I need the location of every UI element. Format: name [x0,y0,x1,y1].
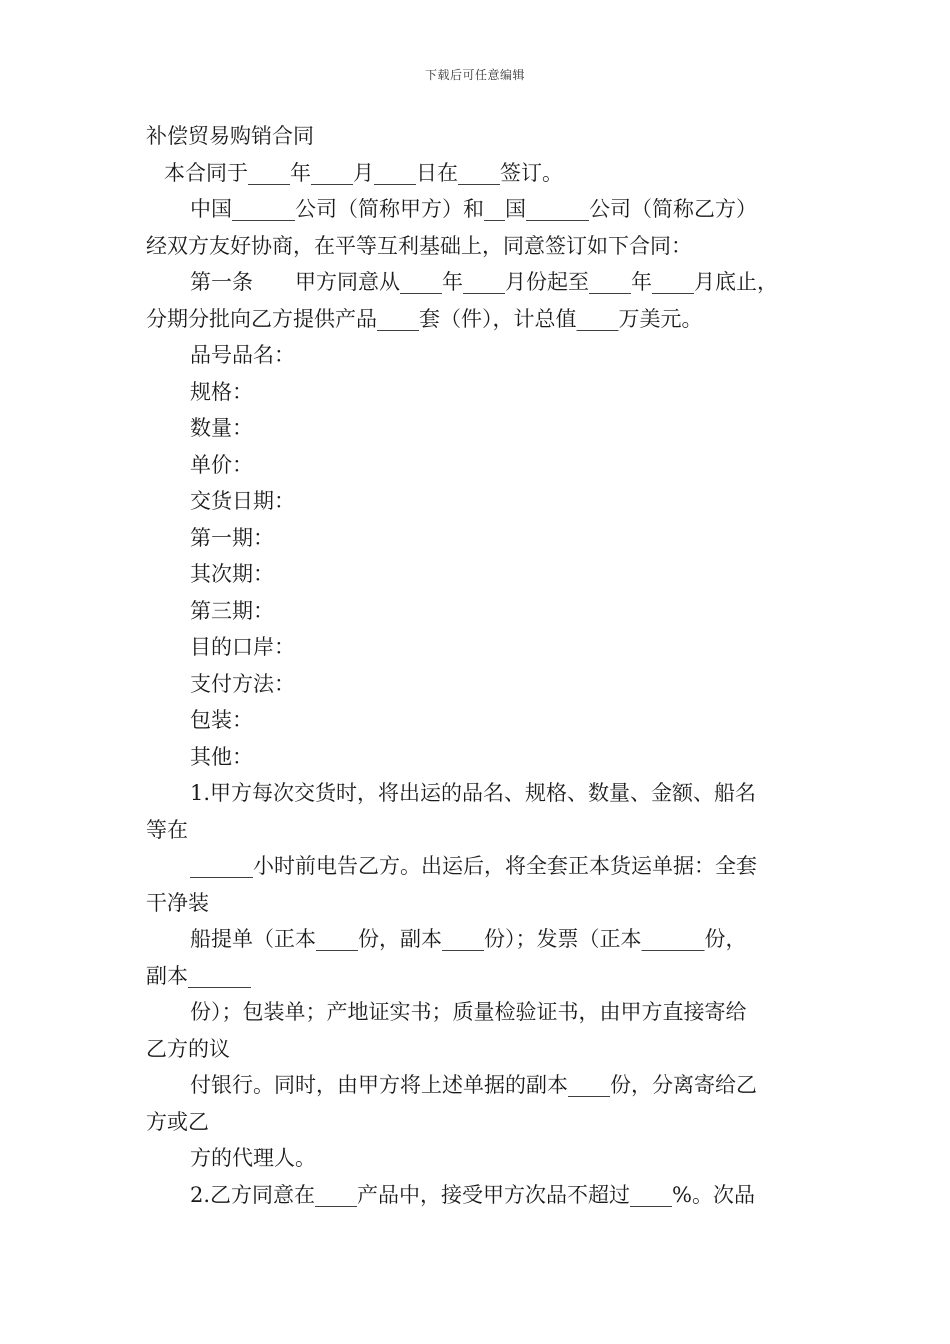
field-phase-two: 其次期： [190,562,274,586]
clause-one-line: 1.甲方每次交货时，将出运的品名、规格、数量、金额、船名 [190,781,757,805]
field-phase-one: 第一期： [190,525,274,550]
clause-one-line: 副本______ [146,963,251,988]
clause-one-line: 乙方的议 [146,1036,230,1061]
clause-one-line: 等在 [146,817,188,842]
field-destination-port: 目的口岸： [190,635,295,659]
clause-one-line: 付银行。同时，由甲方将上述单据的副本____份，分离寄给乙 [190,1073,757,1097]
clause-one-line: 份）；包装单；产地证实书；质量检验证书，由甲方直接寄给 [190,1000,747,1024]
paragraph-line: 分期分批向乙方提供产品____套（件），计总值____万美元。 [146,306,703,331]
document-title: 补偿贸易购销合同 [146,124,314,148]
field-other: 其他： [190,744,253,769]
field-packaging: 包装： [190,708,253,732]
clause-one-line: 船提单（正本____份，副本____份）；发票（正本______份， [190,927,747,951]
clause-one-line: 干净装 [146,890,209,915]
paragraph-line: 本合同于____年____月____日在____签订。 [164,160,563,185]
paragraph-line: 中国______公司（简称甲方）和__国______公司（简称乙方） [190,197,757,221]
contract-body [146,118,836,1213]
field-specification: 规格： [190,379,253,404]
clause-one-line: 方或乙 [146,1109,209,1134]
article-one-line: 第一条 甲方同意从____年____月份起至____年____月底止， [190,270,778,294]
field-payment-method: 支付方法： [190,671,295,696]
field-phase-three: 第三期： [190,598,274,623]
header-note: 下载后可任意编辑 [424,68,525,82]
clause-one-line: ______小时前电告乙方。出运后，将全套正本货运单据：全套 [190,854,757,878]
field-quantity: 数量： [190,416,253,440]
paragraph-line: 经双方友好协商，在平等互利基础上，同意签订如下合同： [146,233,692,258]
field-product-name: 品号品名： [190,343,295,367]
clause-two-line: 2.乙方同意在____产品中，接受甲方次品不超过____%。次品 [190,1182,755,1207]
clause-one-line: 方的代理人。 [190,1146,316,1170]
field-delivery-date: 交货日期： [190,489,295,513]
field-unit-price: 单价： [190,452,253,477]
